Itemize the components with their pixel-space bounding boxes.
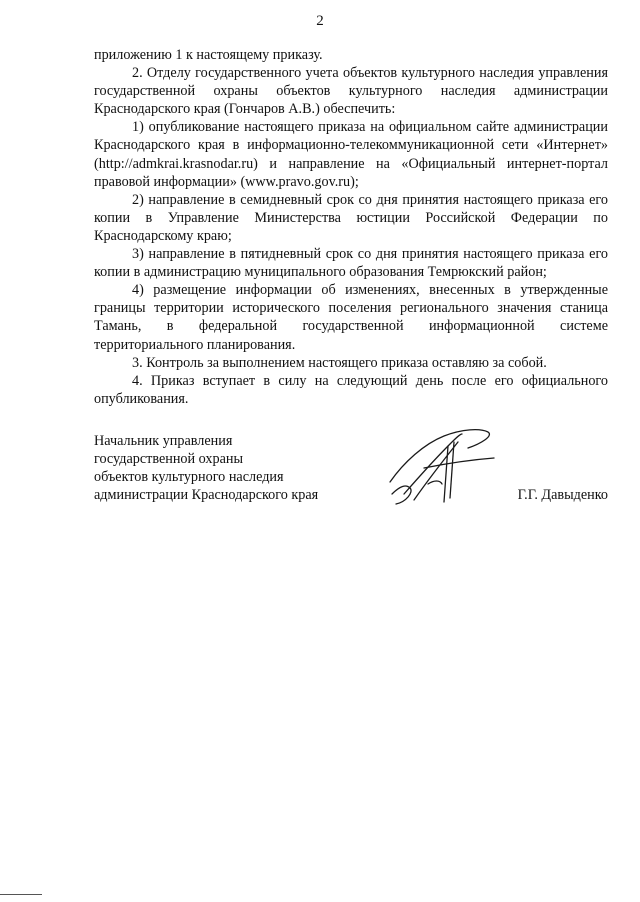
signatory-title-line: администрации Краснодарского края (94, 487, 319, 504)
paragraph: 4) размещение информации об изменениях, внесенных в утвержденные границы территории исторического поселения регионального значения станица Тамань, в федеральной государственной информационной системе территориального планирования. (94, 282, 608, 353)
handwritten-signature-icon (384, 422, 504, 512)
paragraph: 2) направление в семидневный срок со дня принятия настоящего приказа его копии в Управление Министерства юстиции Российской Федерации по Краснодарскому краю; (94, 191, 608, 244)
signatory-name: Г.Г. Давыденко (517, 487, 608, 503)
paragraph: 4. Приказ вступает в силу на следующий день после его официального опубликования. (94, 372, 608, 407)
signature-block (94, 432, 608, 504)
paragraph: приложению 1 к настоящему приказу. (94, 47, 323, 63)
signatory-title-line: Начальник управления (94, 433, 233, 449)
signatory-title-line: объектов культурного наследия (94, 469, 284, 486)
paragraph: 3) направление в пятидневный срок со дня принятия настоящего приказа его копии в администрацию муниципального образования Темрюкский район; (94, 246, 608, 281)
document-body (94, 46, 608, 408)
paragraph: 2. Отделу государственного учета объектов культурного наследия управления государственной охраны объектов культурного наследия администрации Краснодарского края (Гончаров А.В.) обеспечить: (94, 65, 608, 118)
signatory-title-line: государственной охраны (94, 451, 244, 468)
page-number: 2 (316, 13, 324, 29)
paragraph: 3. Контроль за выполнением настоящего приказа оставляю за собой. (132, 354, 547, 371)
paragraph: 1) опубликование настоящего приказа на официальном сайте администрации Краснодарского края в информационно-телекоммуникационной сети «Интернет» (http://admkrai.krasnodar.ru) и направление на «Официальный интернет-портал правовой информации» (www.pravo.gov.ru); (94, 119, 608, 190)
scan-edge-mark (0, 894, 42, 895)
